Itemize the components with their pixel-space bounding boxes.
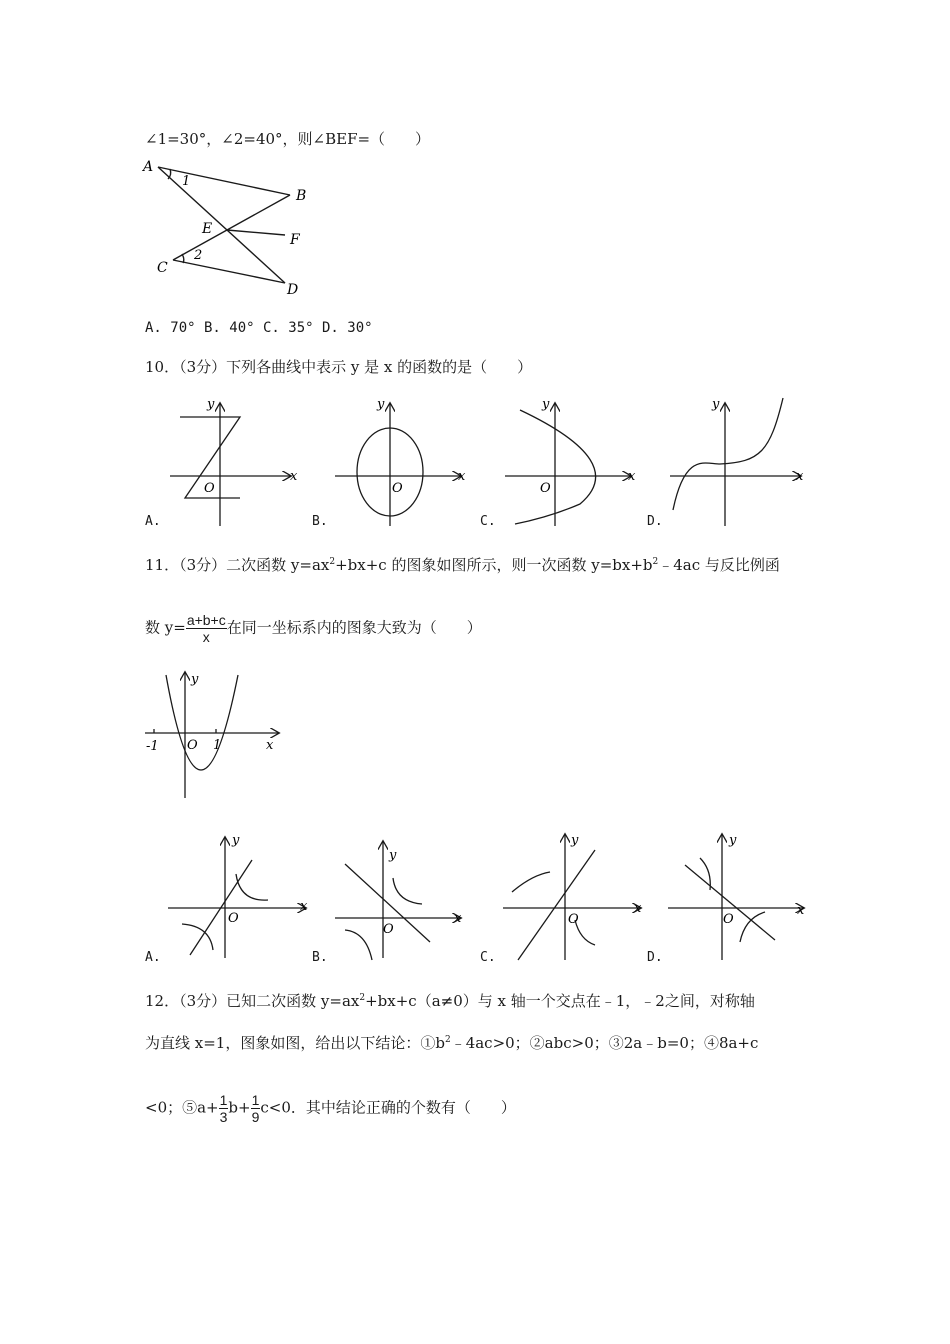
graph-c-x-label: x: [628, 469, 636, 484]
graph-a-x-label: x: [300, 899, 308, 914]
angle-label-2: 2: [194, 248, 203, 263]
q11-parabola-graph: [140, 665, 290, 805]
point-label-e: E: [202, 221, 213, 237]
graph-b-origin: O: [383, 922, 394, 937]
y-axis-label: y: [191, 672, 199, 687]
graph-a-origin: O: [204, 481, 215, 496]
graph-d-y-label: y: [712, 397, 720, 412]
graph-d-origin: O: [723, 912, 734, 927]
q11-option-d: D.: [647, 950, 663, 965]
q10-option-b: B.: [312, 514, 328, 529]
graph-a-x-label: x: [290, 469, 298, 484]
q11-stem-line1: 11．（3分）二次函数 $y=ax^2+bx+c$ 的图象如图所示，则一次函数 $y=bx+b^2﹣4ac$ 与反比例函: [145, 556, 780, 574]
fraction-one-third: $\frac{1}{3}$: [219, 1092, 228, 1125]
origin-label: O: [187, 738, 198, 753]
tick-1: 1: [213, 738, 222, 753]
q11-stem-line2: 数 y= $\frac{a+b+c}{x}$ 在同一坐标系内的图象大致为（ ）: [145, 612, 482, 645]
q10-option-graphs: [140, 392, 820, 532]
q10-option-d: D.: [647, 514, 663, 529]
graph-d-x-label: x: [796, 469, 804, 484]
fraction-one-ninth: $\frac{1}{9}$: [251, 1092, 260, 1125]
graph-d-y-label: y: [729, 833, 737, 848]
graph-b-y-label: y: [377, 397, 385, 412]
graph-b-y-label: y: [389, 848, 397, 863]
q10-stem: 10．（3分）下列各曲线中表示 y 是 x 的函数的是（ ）: [145, 358, 533, 376]
point-label-c: C: [157, 260, 168, 276]
tick-neg1: -1: [146, 739, 159, 754]
q10-option-c: C.: [480, 514, 496, 529]
q12-stem-line1: 12．（3分）已知二次函数 $y=ax^2+bx+c(a\ne 0)$与 x 轴一个交点在﹣1，﹣2之间，对称轴: [145, 992, 755, 1010]
q11-option-c: C.: [480, 950, 496, 965]
graph-a-y-label: y: [232, 833, 240, 848]
q11-option-a: A.: [145, 950, 161, 965]
graph-c-y-label: y: [571, 833, 579, 848]
graph-a-origin: O: [228, 911, 239, 926]
q12-stem-line2: 为直线 x=1，图象如图，给出以下结论：$①b^2﹣4ac>0$；②abc>0；③2a﹣b=0；④8a+c: [145, 1034, 759, 1052]
q9-stem: ∠1=30°，∠2=40°，则∠BEF=（ ）: [145, 130, 431, 148]
point-label-b: B: [296, 188, 307, 204]
q11-option-b: B.: [312, 950, 328, 965]
graph-c-origin: O: [540, 481, 551, 496]
graph-a-y-label: y: [207, 397, 215, 412]
point-label-a: A: [143, 159, 154, 175]
point-label-f: F: [290, 232, 300, 248]
graph-b-x-label: x: [454, 911, 462, 926]
graph-c-y-label: y: [542, 397, 550, 412]
q9-options: A. 70° B. 40° C. 35° D. 30°: [145, 320, 373, 336]
graph-c-origin: O: [568, 912, 579, 927]
graph-c-x-label: x: [634, 901, 642, 916]
q9-geometry-figure: [140, 155, 320, 300]
graph-d-x-label: x: [797, 903, 805, 918]
q10-option-a: A.: [145, 514, 161, 529]
graph-b-origin: O: [392, 481, 403, 496]
q11-option-graphs: [140, 830, 820, 970]
point-label-d: D: [287, 282, 299, 298]
fraction: $\frac{a+b+c}{x}$: [186, 612, 226, 645]
q12-stem-line3: <0；⑤a+ $\frac{1}{3}$ b+ $\frac{1}{9}$ c<0．其中结论正确的个数有（ ）: [145, 1092, 516, 1125]
graph-b-x-label: x: [458, 469, 466, 484]
x-axis-label: x: [266, 738, 274, 753]
angle-label-1: 1: [182, 174, 191, 189]
